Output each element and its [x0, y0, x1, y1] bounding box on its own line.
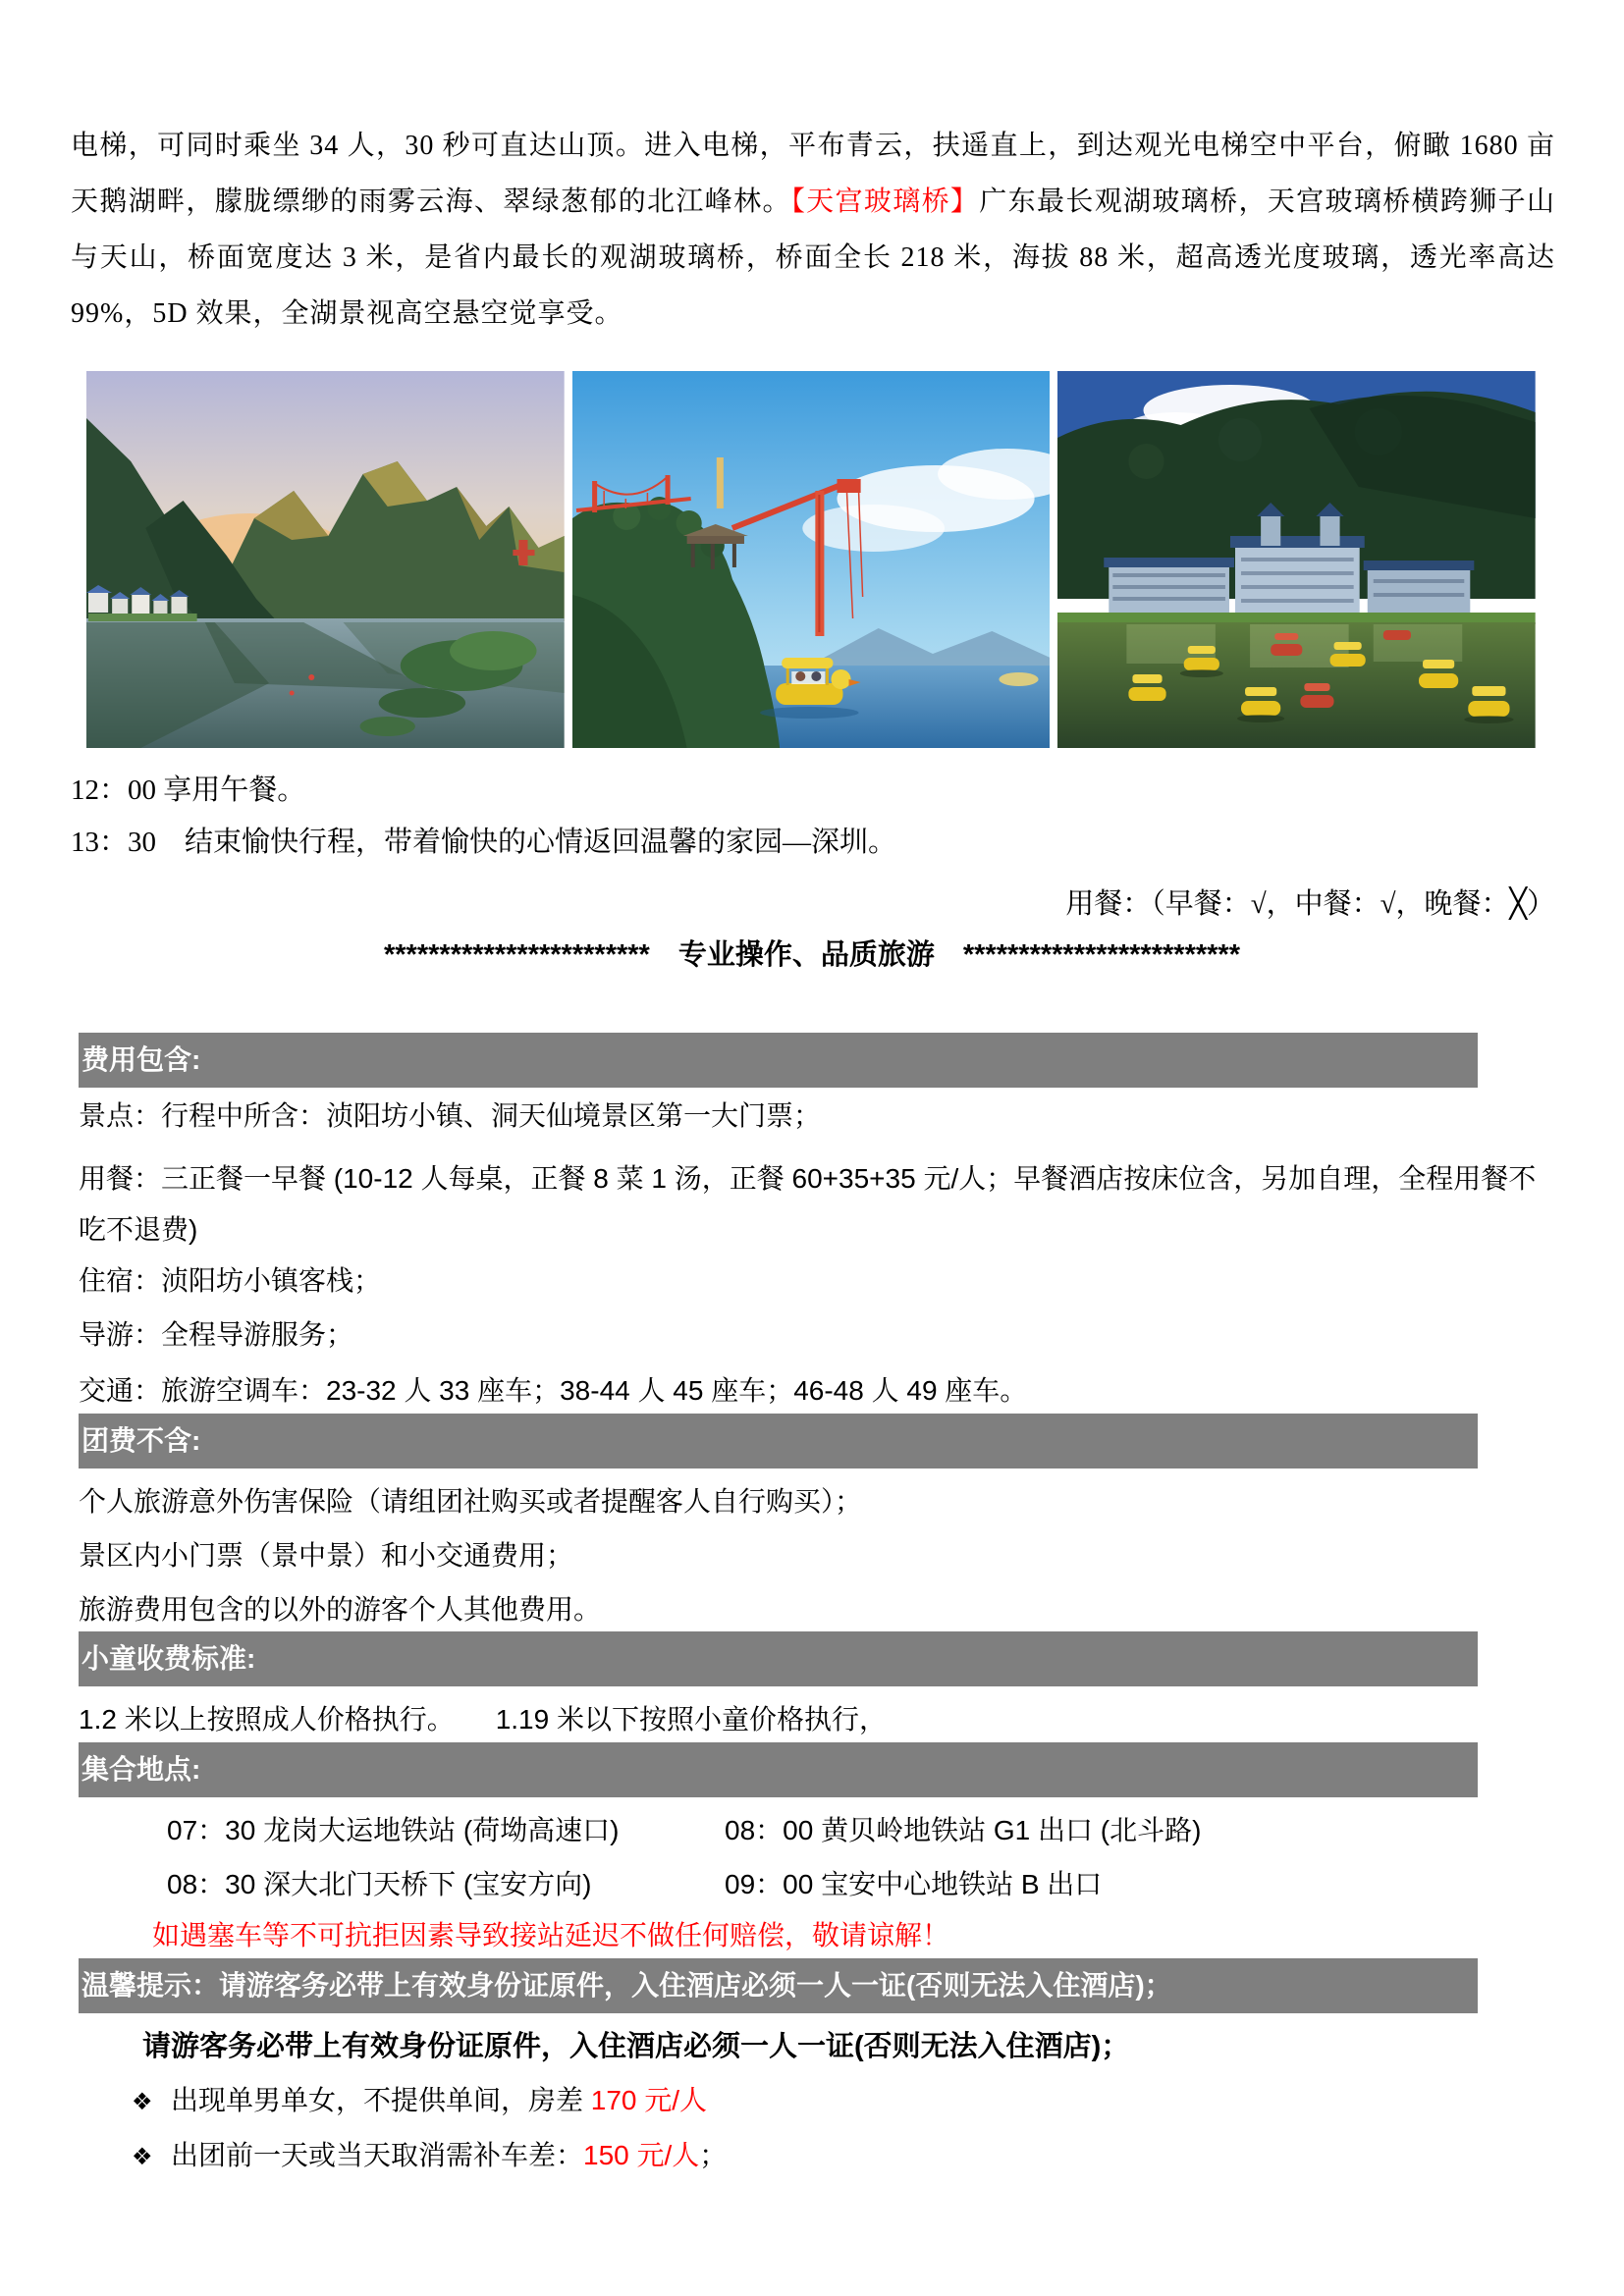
intro-paragraph — [71, 118, 1555, 342]
section-header-fees-included — [79, 1033, 1478, 1088]
meal-summary-line: 用餐：（早餐：√，中餐：√，晚餐：╳） — [1065, 888, 1555, 920]
cancellation-suffix: ； — [699, 2140, 728, 2170]
child-policy-line: 1.2 米以上按照成人价格执行。 1.19 米以下按照小童价格执行， — [79, 1704, 887, 1735]
section-title: 温馨提示：请游客务必带上有效身份证原件，入住酒店必须一人一证(否则无法入住酒店)； — [81, 1970, 1172, 2001]
divider-asterisks-right: ************************* — [962, 939, 1241, 971]
included-attractions-line: 景点：行程中所含：浈阳坊小镇、洞天仙境景区第一大门票； — [79, 1100, 822, 1131]
divider-label: 专业操作、品质旅游 — [649, 939, 963, 971]
quality-divider — [0, 933, 1624, 973]
cancellation-bullet — [132, 2136, 727, 2177]
section-title: 小童收费标准: — [81, 1643, 256, 1674]
single-room-text: 出现单男单女，不提供单间，房差 — [171, 2085, 591, 2115]
included-guide-line: 导游：全程导游服务； — [79, 1319, 354, 1350]
traffic-delay-warning: 如遇塞车等不可抗拒因素导致接站延迟不做任何赔偿，敬请谅解！ — [152, 1920, 950, 1950]
sunset-lake-mountains-photo — [86, 371, 565, 748]
excluded-insurance-line: 个人旅游意外伤害保险（请组团社购买或者提醒客人自行购买）； — [79, 1486, 863, 1517]
section-title: 团费不含: — [81, 1425, 201, 1456]
lakeside-resort-duck-boats-photo — [1057, 371, 1536, 748]
schedule-line-return: 13：30 结束愉快行程，带着愉快的心情返回温馨的家园—深圳。 — [71, 827, 897, 858]
excluded-personal-line: 旅游费用包含的以外的游客个人其他费用。 — [79, 1594, 602, 1625]
excluded-tickets-line: 景区内小门票（景中景）和小交通费用； — [79, 1540, 574, 1571]
id-card-reminder: 请游客务必带上有效身份证原件，入住酒店必须一人一证(否则无法入住酒店)； — [142, 2031, 1130, 2062]
section-header-meeting-points — [79, 1742, 1478, 1797]
single-room-bullet — [132, 2081, 707, 2122]
photo-strip — [86, 371, 1536, 748]
divider-asterisks-left: ************************ — [383, 939, 650, 971]
schedule-line-lunch: 12：00 享用午餐。 — [71, 774, 306, 806]
section-header-tips — [79, 1958, 1478, 2013]
section-header-fees-excluded — [79, 1414, 1478, 1468]
section-title: 集合地点: — [81, 1754, 201, 1785]
meeting-point-huangbeiling: 08：00 黄贝岭地铁站 G1 出口 (北斗路) — [725, 1815, 1202, 1845]
diamond-bullet-icon: ❖ — [132, 2089, 153, 2115]
intro-text-after: 广东最长观湖玻璃桥，天宫玻璃桥横跨狮子山与天山，桥面宽度达 3 米，是省内最长的观湖玻璃桥，桥面全长 218 米，海拔 88 米，超高透光度玻璃，透光率高达 99%，5D 效果，全湖景视高空悬空觉享受。 — [71, 187, 1555, 329]
included-transport-line: 交通：旅游空调车：23-32 人 33 座车；38-44 人 45 座车；46-48 人 49 座车。 — [79, 1375, 1028, 1406]
diamond-bullet-icon: ❖ — [132, 2144, 153, 2170]
glass-bridge-highlight: 【天宫玻璃桥】 — [790, 187, 980, 217]
included-lodging-line: 住宿：浈阳坊小镇客栈； — [79, 1265, 382, 1296]
cliff-red-crane-duck-boat-photo — [572, 371, 1051, 748]
meeting-point-shenda: 08：30 深大北门天桥下 (宝安方向) — [167, 1869, 592, 1899]
cancellation-price: 150 元/人 — [583, 2140, 700, 2170]
intro-text-before: 电梯，可同时乘坐 34 人，30 秒可直达山顶。进入电梯，平布青云，扶遥直上，到达观光电梯空中平台，俯瞰 1680 亩天鹅湖畔，朦胧缥缈的雨雾云海、翠绿葱郁的北江峰林。 — [71, 131, 1555, 217]
section-title: 费用包含: — [81, 1044, 201, 1075]
single-room-price: 170 元/人 — [590, 2085, 708, 2115]
cancellation-text: 出团前一天或当天取消需补车差： — [171, 2140, 584, 2170]
section-header-child-policy — [79, 1631, 1478, 1686]
meeting-point-longgang: 07：30 龙岗大运地铁站 (荷坳高速口) — [167, 1815, 620, 1845]
meeting-point-baoan: 09：00 宝安中心地铁站 B 出口 — [725, 1869, 1103, 1899]
included-meals-line: 用餐：三正餐一早餐 (10-12 人每桌，正餐 8 菜 1 汤，正餐 60+35+35 元/人；早餐酒店按床位含，另加自理，全程用餐不吃不退费) — [79, 1163, 1537, 1245]
